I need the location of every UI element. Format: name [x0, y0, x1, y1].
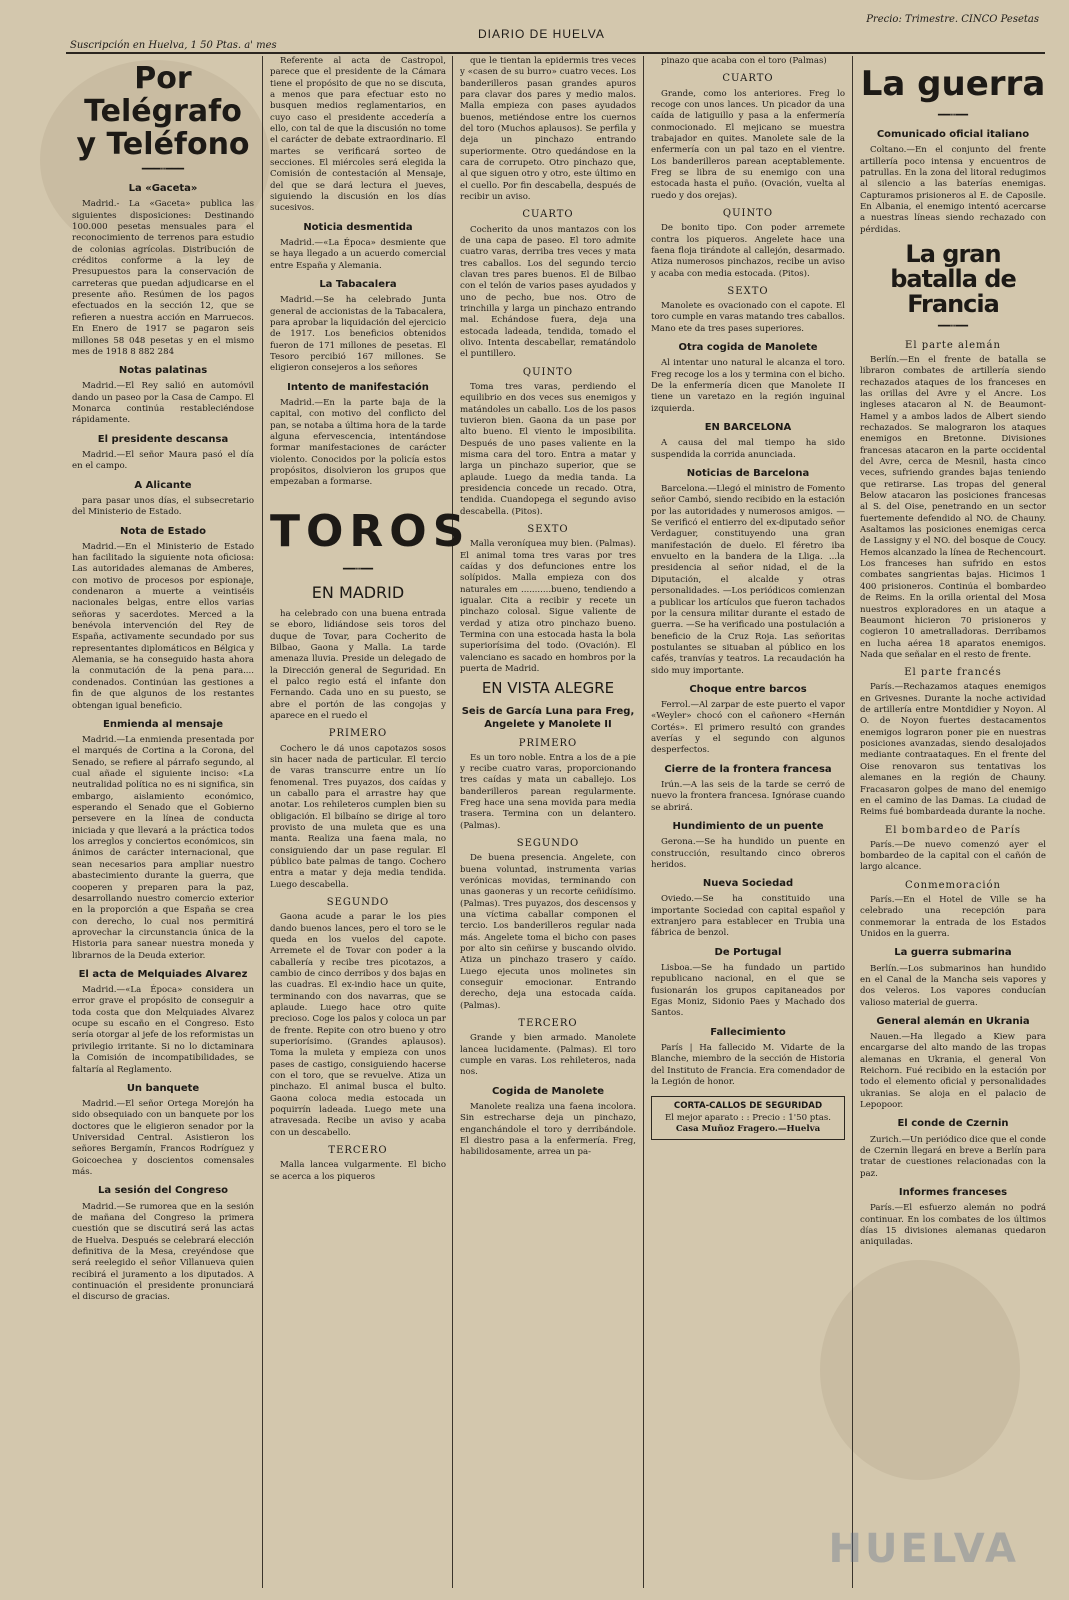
ad-title: CORTA-CALLOS DE SEGURIDAD [673, 1101, 823, 1112]
news-body: Madrid.—En la parte baja de la capital, con motivo del conflicto del pan, se notaba a última hora de la tarde alguna efervescencia, intentándose formar manifestaciones de carácter violento. Conocidos por la policía estos propósitos, disolvieron los grupos que empezaban a formarse. [270, 397, 446, 488]
news-heading: El parte alemán [905, 339, 1001, 351]
news-body: Oviedo.—Se ha constituido una importante Sociedad con capital español y extranjero para establecer en Trubia una fábrica de benzol. [651, 894, 845, 939]
news-body: De bonito tipo. Con poder arremete contra los piqueros. Angelete hace una faena floja tirándote al callejón, desarmado. Atiza numerosos pinchazos, recibe un aviso y acaba con media estocada. (Pitos). [651, 223, 845, 279]
news-body: París | Ha fallecido M. Vidarte de la Blanche, miembro de la sección de Historia del Instituto de Francia. Era comendador de la Legión de honor. [651, 1042, 845, 1087]
news-body: Barcelona.—Llegó el ministro de Fomento señor Cambó, siendo recibido en la estación por las autoridades y numerosos amigos. —Se verificó el entierro del ex-diputado señor Verdaguer, constituyendo una gran manifestación de duelo. El féretro iba envuelto en la bandera de la Lliga. ...la presidencia al señor nidad, el de la Diputación, el alcalde y otras personalidades. —Los periódicos comienzan a publicar los artículos que fueron tachados por la censura militar durante el estado de guerra. —Se ha verificado una postulación a beneficio de la Cruz Roja. Las señoritas postulantes se situaban al público en los cafés, tranvías y teatros. La recaudación ha sido muy importante. [651, 484, 845, 676]
bull-heading: PRIMERO [328, 728, 388, 740]
news-heading: Choque entre barcos [689, 683, 807, 695]
news-heading: Fallecimiento [710, 1026, 786, 1038]
bull-heading: CUARTO [522, 209, 574, 221]
news-body: Referente al acta de Castropol, parece que el presidente de la Cámara tiene el propósito de que no se discuta, a menos que para efectuar esto no busquen medios reglamentarios, en cuyo caso el presidente accedería a ello, con tal de que la discusión no tome el carácter de debate extraordinario. El martes se verificará sorteo de secciones. El miércoles será elegida la Comisión de contestación al Mensaje, del que se dará lectura el jueves, siguiendo la discusión en los días sucesivos. [270, 56, 446, 214]
bull-heading: QUINTO [722, 207, 774, 219]
advertisement-box [651, 1096, 845, 1140]
ornament-divider: ━━┅━━ [342, 563, 374, 575]
news-body: Madrid.—La enmienda presentada por el marqués de Cortina a la Corona, del Senado, se refiere al párrafo segundo, al cual añade el siguiente inciso: «La neutralidad política no es ni significa, sin embargo, aislamiento económico, esperando el Senado que el Gobierno persevere en la línea de conducta iniciada y que llevará a la práctica todos los arreglos y conciertos económicos, sin ánimos de carácter internacional, que sean necesarios para ampliar nuestro abastecimiento durante la guerra, que cooperen y preparen para la paz, desarrollando nuestro comercio exterior en la proporción a que España se crea con derecho, lo cual nos permitirá aprovechar la circunstancia única de la Historia para sanear nuestra moneda y librarnos de la Deuda exterior. [72, 735, 254, 961]
column-rule [452, 56, 453, 1588]
column-5 [860, 56, 1046, 1586]
news-heading: Cierre de la frontera francesa [664, 763, 832, 775]
news-body: para pasar unos días, el subsecretario del Ministerio de Estado. [72, 495, 254, 518]
news-heading: Comunicado oficial italiano [876, 129, 1030, 141]
news-body: Gerona.—Se ha hundido un puente en construcción, resultando cinco obreros heridos. [651, 837, 845, 870]
news-heading: Nota de Estado [119, 525, 206, 537]
bull-heading: SEXTO [527, 524, 569, 536]
column-2 [270, 56, 471, 1586]
news-heading: Enmienda al mensaje [103, 718, 223, 730]
news-heading: La guerra submarina [894, 947, 1012, 959]
ad-line: Casa Muñoz Fragero.—Huelva [675, 1123, 821, 1134]
bull-heading: SEGUNDO [326, 897, 390, 909]
bull-heading: SEGUNDO [516, 838, 580, 850]
news-body: Es un toro noble. Entra a los de a pie y recibe cuatro varas, proporcionando tres caídas y mata un caballejo. Los banderilleros parean regularmente. Freg hace una sena movida para media trasera. Termina con un delantero. (Palmas). [460, 752, 636, 831]
news-body: Toma tres varas, perdiendo el equilibrio en dos veces sus enemigos y matándoles un caballo. Los de los pasos tuvieron bien. Gaona da un pase por alto bueno. El viento le imposibilita. Después de uno pases valiente en la misma cara del toro. Entra a matar y larga un pinchazo superior, que se aplaude. Luego da media tanda. La presidencia concede un recado. Otra, tendida. Cuandopega el segundo aviso descabella. (Pitos). [460, 381, 636, 517]
bull-heading: SEXTO [727, 285, 769, 297]
column-4 [651, 56, 845, 1586]
bull-heading: CUARTO [722, 73, 774, 85]
news-body: Madrid.—«La Época» considera un error grave el propósito de conseguir a toda costa que don Melquiades Alvarez ocupe su escaño en el Congreso. Esto sería otorgar al jefe de los reformistas un privilegio irritante. Si no lo dictaminara la Comisión de incompatibilidades, se faltaría al Reglamento. [72, 985, 254, 1075]
news-body: Grande, como los anteriores. Freg lo recoge con unos lances. Un picador da una caída de latiguillo y pasa a la enfermería conmocionado. El mejicano se muestra trabajador en quites. Manolete sale de la enfermería con un pal tazo en el vientre. Los banderilleros parean aceptablemente. Freg se libra de su enemigo con una estocada hasta el puño. (Ovación, vuelta al ruedo y dos orejas). [651, 88, 845, 201]
news-body: Gaona acude a parar le los pies dando buenos lances, pero el toro se le queda en los vuelos del capote. Arremete el de Tovar con poder a la caballería y recibe tres picotazos, a cambio de cinco derribos y dos bajas en las cuadras. El ex-indio hace un quite, terminando con dos navarras, que se aplaude. Luego hace otro quite precioso. Coge los palos y coloca un par de frente. Repite con otro bueno y otro superiorísimo. (Grandes aplausos). Toma la muleta y empieza con unos pases de castigo, consiguiendo hacerse con el toro, que se revuelve. Atiza un pinchazo. El animal busca el bulto. Gaona coloca media estocada un poquirrín ladeada. Luego mete una atravesada. Recibe un aviso y acaba con un descabello. [270, 912, 446, 1138]
news-heading: La sesión del Congreso [97, 1185, 229, 1197]
news-body: Ferrol.—Al zarpar de este puerto el vapor «Weyler» chocó con el cañonero «Hernán Cortés». El primero resultó con grandes averías y el segundo con algunos desperfectos. [651, 700, 845, 756]
news-body: Grande y bien armado. Manolete lancea lucidamente. (Palmas). El toro cumple en varas. Los rehileteros, nada nos. [460, 1033, 636, 1078]
news-body: Manolete realiza una faena incolora. Sin estrecharse deja un pinchazo, enganchándole el toro y derribándole. El diestro pasa a la enfermería. Freg, habilidosamente, arrea un pa- [460, 1101, 636, 1158]
news-body: Nauen.—Ha llegado a Kiew para encargarse del alto mando de las tropas alemanas en Ukrania, el general Von Reichorn. Fué recibido en la estación por todo el elemento oficial y personalidades ukranias. Se aloja en el palacio de Lepopoor. [860, 1032, 1046, 1111]
toros-title: TOROS [270, 505, 471, 557]
column-1 [72, 56, 254, 1586]
news-body: Al intentar uno natural le alcanza el toro. Freg recoge los a los y termina con el bicho. De la enfermería dicen que Manolete II tiene un varetazo en la región inguinal izquierda. [651, 358, 845, 414]
news-heading: El parte francés [904, 667, 1002, 679]
news-heading: Un banquete [126, 1082, 200, 1094]
news-body: que le tientan la epidermis tres veces y «casen de su burro» cuatro veces. Los banderilleros pasan grandes apuros para clavar dos pares y medio malos. Malla empieza con pases ayudados buenos, metiéndose entre los cuernos del toro (Muchos aplausos). Se perfila y deja un pinchazo entrando superiormente. Otro quedándose en la cara de corrupeto. Otro pinchazo que, al que siguen otro y otro, este último en el cuello. Por fin descabella, después de recibir un aviso. [460, 56, 636, 203]
news-heading: Seis de García Luna para Freg, Angelete y Manolete II [461, 706, 635, 731]
section-title: Por Telégrafo y Teléfono [76, 61, 250, 162]
news-heading: Noticias de Barcelona [686, 467, 810, 479]
news-body: París.—De nuevo comenzó ayer el bombardeo de la capital con el cañón de largo alcance. [860, 839, 1046, 873]
news-body: Lisboa.—Se ha fundado un partido republicano nacional, en el que se fusionarán los grupos capitaneados por Egas Moniz, Sidonio Paes y Machado dos Santos. [651, 963, 845, 1019]
news-heading: El conde de Czernin [897, 1118, 1009, 1130]
ornament-divider: ━━┅━━ [937, 109, 969, 121]
news-body: Madrid.—El señor Ortega Morejón ha sido obsequiado con un banquete por los doctores que le eligieron senador por la Universidad Central. Asistieron los señores Bergamín, Francos Rodríguez y Goicoechea y doscientos comensales más. [72, 1099, 254, 1178]
news-body: Cochero le dá unos capotazos sosos sin hacer nada de particular. El tercio de varas transcurre entre un lío fenomenal. Tres puyazos, dos caídas y un caballo para el arrastre hay que anotar. Los rehileteros cumplen bien su obligación. El bilbaíno se dirige al toro provisto de una muleta que es una manta. Realiza una faena mala, no consiguiendo dar un pase regular. El público bate palmas de tango. Cochero entra a matar y deja media tendida. Luego descabella. [270, 743, 446, 890]
news-body: París.—Rechazamos ataques enemigos en Grivesnes. Durante la noche actividad de artillería entre Montdidier y Noyon. Al O. de Noyon fuertes destacamentos enemigos lograron poner pie en nuestras posiciones avanzadas, siendo desalojados mediante contraataques. En el frente del Oise renovaron sus tentativas los alemanes en la región de Chauny. Fracasaron golpes de mano del enemigo en el camino de las Damas. La ciudad de Reims fué bombardeada durante la noche. [860, 682, 1046, 818]
news-body: A causa del mal tiempo ha sido suspendida la corrida anunciada. [651, 438, 845, 460]
news-heading: General alemán en Ukrania [876, 1015, 1030, 1027]
news-heading: EN BARCELONA [704, 422, 792, 433]
news-body: pinazo que acaba con el toro (Palmas) [661, 56, 827, 66]
price-note: Precio: Trimestre. CINCO Pesetas [866, 14, 1039, 25]
news-body: Manolete es ovacionado con el capote. El toro cumple en varas matando tres caballos. Mano ete da tres pases superiores. [651, 301, 845, 334]
bull-heading: TERCERO [518, 1018, 578, 1030]
news-heading: Hundimiento de un puente [672, 821, 824, 833]
ad-line: El mejor aparato : : Precio : 1'50 ptas. [664, 1112, 832, 1123]
ornament-divider: ━━┅━━ [937, 320, 969, 332]
news-body: Cocherito da unos mantazos con los de una capa de paseo. El toro admite cuatro varas, derriba tres veces y mata tres caballos. Los del segundo tercio clavan tres pares buenos. El de Bilbao con el telón de varios pases ayudados y uno de pecho, bue nos. Otro de trinchilla y larga un pinchazo entrando mal. Echándose fuera, deja una estocada ladeada, tendida, tomado el olivo. Intenta descabellar, rematándolo el puntillero. [460, 224, 636, 360]
news-body: Madrid.—Se ha celebrado Junta general de accionistas de la Tabacalera, para aprobar la liquidación del ejercicio de 1917. Los beneficios obtenidos fueron de 171 millones de pesetas. El Tesoro percibió 167 millones. Se eligieron consejeros a los señores [270, 295, 446, 374]
bullfight-location-heading: EN MADRID [311, 582, 405, 602]
news-heading: Informes franceses [898, 1187, 1008, 1199]
news-heading: El presidente descansa [97, 433, 229, 445]
news-heading: Noticia desmentida [303, 221, 413, 233]
news-body: De buena presencia. Angelete, con buena voluntad, instrumenta varias verónicas movidas, terminando con unas gaoneras y un recorte ceñidísimo. (Palmas). Tres puyazos, dos descensos y una víctima caballar componen el tercio. Los banderilleros regular nada más. Angelete toma el bicho con pases por alto sin ceñirse y buscando olvido. Atiza un pinchazo trasero y caído. Luego ejecuta unos molinetes sin conseguir emocionar. Entrando derecho, deja una estocada caída. (Palmas). [460, 853, 636, 1011]
news-body: Madrid.—«La Época» desmiente que se haya llegado a un acuerdo comercial entre España y Alemania. [270, 238, 446, 271]
news-heading: El acta de Melquiades Alvarez [78, 968, 248, 980]
column-3 [460, 56, 636, 1586]
section-title: La gran batalla de Francia [890, 240, 1016, 319]
news-heading: Nueva Sociedad [702, 878, 794, 890]
archive-watermark: HUELVA [828, 1526, 1019, 1572]
news-body: Irún.—A las seis de la tarde se cerró de nuevo la frontera francesa. Ignórase cuando se abrirá. [651, 780, 845, 813]
news-heading: Cogida de Manolete [491, 1085, 605, 1097]
news-heading: Conmemoración [904, 879, 1002, 891]
news-heading: La «Gaceta» [128, 183, 198, 195]
news-heading: A Alicante [134, 479, 192, 491]
news-heading: Notas palatinas [118, 365, 208, 377]
bullfight-location-heading: EN VISTA ALEGRE [481, 679, 615, 698]
news-body: Berlín.—En el frente de batalla se libraron combates de artillería siendo rechazados ataques de los franceses en las orillas del Avre y el Ancre. Los ingleses atacaron al N. de Beaumont-Hamel y a ambos lados de Albert siendo rechazados. Se malograron los ataques enemigos en Bretonne. Divisiones francesas atacaron en la parte occidental del Avre, cerca de Mesnil, hasta cinco veces, sufriendo grandes bajas teniendo que retirarse. Las tropas del general Below atacaron las posiciones francesas al S. del Oise, penetrando en un sector fuertemente defendido al NO. de Chauny. Asaltamos las posiciones enemigas cerca de Lassigny y el NO. del bosque de Coucy. Hemos alcanzado la línea de Rechencourt. Los franceses han sufrido en estos combates sangrientas bajas. Hicimos 1 400 prisioneros. Continúa el bombardeo de Reims. En la orilla oriental del Mosa nuestros exploradores en un ataque a Beaumont hicieron 70 prisioneros y cogieron 10 ametralladoras. Derribamos en lucha aérea 18 aparatos enemigos. Nada que señalar en el resto de frente. [860, 354, 1046, 660]
news-body: Madrid.—En el Ministerio de Estado han facilitado la siguiente nota oficiosa: Las autoridades alemanas de Amberes, con motivo de procesos por espionaje, condenaron a muerte a veintiséis nacionales belgas, entre ellos varias señoras y sacerdotes. Merced a la benévola intervención del Rey de España, activamente secundado por sus representantes diplomáticos en Bélgica y Alemania, se ha conseguido hasta ahora la conmutación de la pena para.... condenados. Continúan las gestiones a fin de que algunos de los restantes obtengan igual beneficio. [72, 541, 254, 711]
news-body: Madrid.—Se rumorea que en la sesión de mañana del Congreso la primera cuestión que se discutirá será las actas de Huelva. Después se celebrará elección definitiva de la Mesa, creyéndose que será reelegido el señor Villanueva quien recibirá el juramento a los diputados. A continuación el presidente pronunciará el discurso de gracias. [72, 1201, 254, 1303]
bull-heading: TERCERO [328, 1145, 388, 1157]
news-body: Madrid.—El señor Maura pasó el día en el campo. [72, 449, 254, 472]
column-rule [262, 56, 263, 1588]
news-body: Berlín.—Los submarinos han hundido en el Canal de la Mancha seis vapores y dos veleros. Los vapores conducían valioso material de guerra. [860, 963, 1046, 1008]
news-heading: Intento de manifestación [287, 381, 429, 393]
news-body: Malla lancea vulgarmente. El bicho se acerca a los piqueros [270, 1160, 446, 1182]
ornament-divider: ━━━┅━━━ [141, 164, 185, 175]
news-body: París.—En el Hotel de Ville se ha celebrado una recepción para conmemorar la entrada de los Estados Unidos en la guerra. [860, 894, 1046, 939]
column-rule [643, 56, 644, 1588]
news-body: ha celebrado con una buena entrada se eboro, lidiándose seis toros del duque de Tovar, para Cocherito de Bilbao, Gaona y Malla. La tarde amenaza lluvia. Preside un delegado de la Dirección general de Seguridad. En el palco regio está el infante don Fernando. Cada uno en su puesto, se abre el portón de las congojas y aparece en el ruedo el [270, 608, 446, 722]
news-heading: El bombardeo de París [884, 824, 1022, 836]
section-title: La guerra [860, 64, 1046, 104]
news-body: Madrid.- La «Gaceta» publica las siguientes disposiciones: Destinando 100.000 pesetas mensuales para el reconocimiento de terrenos para estudio de colonias agrícolas. Distribución de créditos conforme a la ley de Presupuestos para la conservación de carreteras que puedan adjudicarse en el presente año. Resúmen de los pagos efectuados en la sección 12, que se refieren a nuestra acción en Marruecos. En Enero de 1917 se pagaron seis millones 58 048 pesetas y en el mismo mes de 1918 8 882 284 [72, 199, 254, 357]
news-body: Malla veroníquea muy bien. (Palmas). El animal toma tres varas por tres caídas y dos defunciones entre los solípidos. Malla empieza con dos naturales em ...........bueno, tendiendo a igualar. Cita a recibir y recete un pinchazo colosal. Sigue valiente de verdad y atiza otro pinchazo bueno. Termina con una estocada hasta la bola superiorísima del todo. (Ovación). El valenciano es sacado en hombros por la puerta de Madrid. [460, 539, 636, 675]
news-heading: Otra cogida de Manolete [678, 342, 818, 354]
news-body: París.—El esfuerzo alemán no podrá continuar. En los combates de los últimos días 15 divisiones alemanas quedaron aniquiladas. [860, 1203, 1046, 1248]
subscription-note: Suscripción en Huelva, 1 50 Ptas. a' mes [70, 40, 277, 51]
news-heading: De Portugal [714, 946, 782, 958]
news-body: Coltano.—En el conjunto del frente artillería poco intensa y encuentros de patrullas. En la zona del litoral redugimos al silencio a las baterías enemigas. Capturamos prisioneros al E. de Caposile. En Albania, el enemigo intentó acercarse a nuestras líneas siendo rechazado con pérdidas. [860, 145, 1046, 235]
news-body: Zurich.—Un periódico dice que el conde de Czernin llegará en breve a Berlín para tratar de cuestiones relacionadas con la paz. [860, 1134, 1046, 1179]
bull-heading: PRIMERO [518, 737, 578, 749]
header-rule [66, 52, 1045, 54]
newspaper-name: DIARIO DE HUELVA [478, 27, 605, 41]
bull-heading: QUINTO [522, 366, 574, 378]
news-body: Madrid.—El Rey salió en automóvil dando un paseo por la Casa de Campo. El Monarca continúa restableciéndose rápidamente. [72, 381, 254, 426]
news-heading: La Tabacalera [319, 279, 397, 291]
column-rule [852, 56, 853, 1588]
